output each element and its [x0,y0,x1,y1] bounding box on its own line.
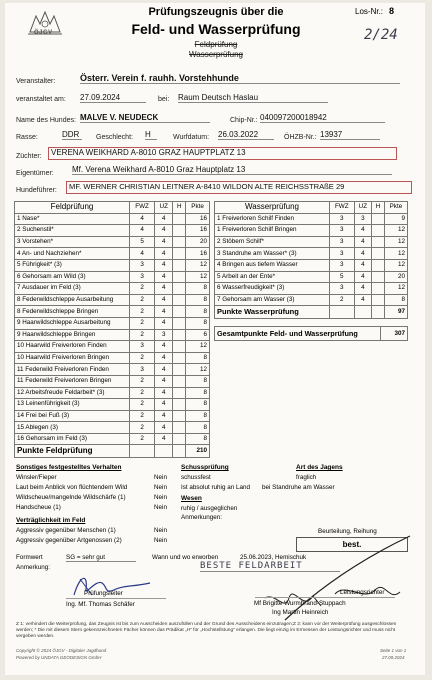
feld-row [15,433,210,445]
wasser-cell-fwz: 5 [330,271,355,283]
feld-cell-pkte: 8 [186,375,210,387]
wasser-col-uz: UZ [354,202,372,214]
bei-label: bei: [158,96,170,103]
feld-cell-uz: 4 [155,433,173,445]
wasser-cell-uz: 4 [354,259,372,271]
feld-cell-uz: 4 [155,399,173,411]
wasser-cell-fwz: 3 [330,225,355,237]
jagen-value: fraglich [296,474,317,481]
feld-cell-name: 2 Suchenstil* [15,225,130,237]
feld-cell-name: 6 Gehorsam am Wild (3) [15,271,130,283]
feld-cell-fwz: 2 [130,410,155,422]
feld-cell-h [173,236,186,248]
wasser-row [215,294,408,306]
feld-cell-name: 13 Leinenführigkeit (3) [15,399,130,411]
vert_rows-value: Nein [154,537,167,544]
feld-cell-uz: 4 [155,271,173,283]
feld-cell-name: 11 Federwild Freiverloren Finden [15,364,130,376]
wasser-col-h: H [372,202,385,214]
leistungsrichter-name-2: Ing Martin Heinreich [272,609,329,616]
feld-cell-fwz: 2 [130,433,155,445]
wasser-cell-h [372,248,385,260]
wasser-cell-uz: 4 [354,248,372,260]
wasser-cell-uz: 4 [354,283,372,295]
los-nr [355,6,394,16]
feld-cell-name: 14 Frei bei Fuß (3) [15,410,130,422]
feld-cell-h [173,387,186,399]
wasser-cell-pkte: 20 [384,271,407,283]
handwritten-number: 2/24 [364,27,398,43]
name-label: Name des Hundes: [16,117,76,124]
feld-cell-fwz: 4 [130,225,155,237]
wasser-cell-name: 3 Standruhe am Wasser* (3) [215,248,330,260]
wasser-cell-h [372,294,385,306]
wasser-header: Wasserprüfung [215,202,330,214]
feld-header: Feldprüfung [15,202,130,214]
feld-row [15,352,210,364]
anmerkung-value: BESTE FELDARBEIT [200,561,340,572]
feld-cell-h [173,225,186,237]
footer-copyright: Copyright © 2024 ÖJGV - Digitaler Jagdhund [16,648,107,653]
feld-row [15,283,210,295]
feld-cell-fwz: 3 [130,271,155,283]
feld-cell-fwz: 2 [130,294,155,306]
feld-cell-pkte: 8 [186,306,210,318]
wasser-cell-name: 6 Wasserfreudigkeit* (3) [215,283,330,295]
jagen-text: bei Standruhe am Wasser [262,484,335,491]
wasser-total-value: 97 [384,306,407,319]
feld-cell-name: 5 Führigkeit* (3) [15,259,130,271]
zuechter-label: Züchter: [16,153,42,160]
feld-cell-name: 3 Vorstehen* [15,236,130,248]
schuss-text: Ist absolut ruhig an Land [181,484,250,491]
feldpruefung-table [14,201,210,458]
los-value: 8 [389,6,395,16]
chip-label: Chip-Nr.: [230,117,258,124]
formwert-label: Formwert [16,554,43,561]
feld-row [15,236,210,248]
wasser-row [215,225,408,237]
beurteilung-label: Beurteilung, Reihung [318,528,377,535]
formwert-value: SG = sehr gut [66,554,136,562]
feld-row [15,422,210,434]
wasser-cell-h [372,259,385,271]
wasser-cell-fwz: 3 [330,213,355,225]
feld-cell-uz: 4 [155,225,173,237]
rows-label: Handscheue (1) [16,504,61,511]
wasser-cell-pkte: 12 [384,225,407,237]
gesamt-value: 307 [381,327,408,341]
feld-cell-fwz: 5 [130,236,155,248]
feld-cell-pkte: 8 [186,387,210,399]
feld-cell-pkte: 8 [186,399,210,411]
feld-cell-h [173,329,186,341]
rasse-value: DDR [62,130,82,140]
rows-label: Wildscheue/mangelnde Wildschärfe (1) [16,494,126,501]
feld-cell-fwz: 2 [130,306,155,318]
pruefungsleiter-signature-icon [66,565,156,605]
feld-col-uz: UZ [155,202,173,214]
pruefungsleiter-role: Prüfungsleiter [84,590,123,597]
vertraeglichkeit-head: Verträglichkeit im Feld [16,517,86,524]
feld-row [15,317,210,329]
wasser-cell-uz: 4 [354,294,372,306]
wasser-cell-pkte: 12 [384,236,407,248]
wasser-cell-fwz: 2 [330,294,355,306]
feld-row [15,341,210,353]
vert_rows-label: Aggressiv gegenüber Artgenossen (2) [16,537,122,544]
feld-row [15,213,210,225]
verhalten-head: Sonstiges festgestelltes Verhalten [16,464,122,471]
feld-cell-uz: 4 [155,236,173,248]
eigentuemer-label: Eigentümer: [16,170,54,177]
feld-cell-name: 9 Haarwildschleppe Ausarbeitung [15,317,130,329]
struck-wasserpruefung: Wasserprüfung [189,50,243,59]
pruefungsleiter-name: Ing. Mf. Thomas Schäfer [66,601,135,608]
fuehrer-label: Hundeführer: [16,187,57,194]
logo-text: ÖJGV [34,30,53,36]
wasser-total-label: Punkte Wasserprüfung [215,306,330,319]
struck-feldpruefung: Feldprüfung [194,40,238,49]
feld-cell-uz: 4 [155,317,173,329]
wasser-row [215,259,408,271]
feld-cell-name: 12 Arbeitsfreude Feldarbeit* (3) [15,387,130,399]
fuehrer-value: MF. WERNER CHRISTIAN LEITNER A-8410 WILDON ALTE REICHSSTRAßE 29 [66,181,412,194]
wasser-cell-fwz: 3 [330,248,355,260]
feld-cell-fwz: 2 [130,352,155,364]
jagen-head: Art des Jagens [296,464,343,471]
feld-row [15,387,210,399]
feld-cell-fwz: 2 [130,329,155,341]
feld-cell-name: 10 Haarwild Freiverloren Bringen [15,352,130,364]
wasser-cell-h [372,225,385,237]
gesamt-label: Gesamtpunkte Feld- und Wasserprüfung [215,327,381,341]
wasser-cell-h [372,236,385,248]
feld-row [15,259,210,271]
wasser-cell-pkte: 8 [384,294,407,306]
feld-cell-fwz: 2 [130,399,155,411]
feld-cell-pkte: 8 [186,422,210,434]
wasser-cell-uz: 4 [354,236,372,248]
feld-cell-h [173,271,186,283]
title-line-1: Prüfungszeugnis über die [148,6,284,18]
gesamtpunkte-table [214,326,408,341]
feld-cell-uz: 4 [155,375,173,387]
wasser-cell-name: 2 Stöbern Schilf* [215,236,330,248]
wasser-cell-name: 7 Gehorsam am Wasser (3) [215,294,330,306]
veranstalter-label: Veranstalter: [16,78,56,85]
feld-cell-fwz: 2 [130,317,155,329]
feld-row [15,399,210,411]
vert_rows-value: Nein [154,527,167,534]
wasser-cell-uz: 4 [354,225,372,237]
feld-col-pkte: Pkte [186,202,210,214]
dog-name-value: MALVE V. NEUDECK [80,113,210,123]
feld-cell-fwz: 2 [130,283,155,295]
feld-cell-pkte: 12 [186,341,210,353]
feld-cell-h [173,433,186,445]
wasser-cell-name: 4 Bringen aus tiefem Wasser [215,259,330,271]
rows-value: Nein [154,474,167,481]
oehzb-label: ÖHZB-Nr.: [284,134,317,141]
datum-label: veranstaltet am: [16,96,66,103]
feld-cell-fwz: 3 [130,364,155,376]
anmerkung-label: Anmerkung: [16,564,50,571]
wesen-head: Wesen [181,495,202,502]
feld-cell-fwz: 2 [130,387,155,399]
wasser-row [215,283,408,295]
wasser-cell-h [372,213,385,225]
wasser-col-pkte: Pkte [384,202,407,214]
wasser-cell-fwz: 3 [330,283,355,295]
rows-value: Nein [154,504,167,511]
feld-cell-h [173,294,186,306]
feld-cell-name: 8 Federwildschleppe Bringen [15,306,130,318]
wasser-row [215,236,408,248]
footer-page: Seite 1 von 1 [380,648,407,653]
feld-cell-h [173,399,186,411]
pruefungsleiter-line [66,598,166,599]
wasser-cell-name: 5 Arbeit an der Ente* [215,271,330,283]
feld-cell-pkte: 12 [186,364,210,376]
feld-col-fwz: FWZ [130,202,155,214]
feld-cell-name: 15 Ablegen (3) [15,422,130,434]
leistungsrichter-role: Leistungsrichter [340,589,385,596]
footnote: Z 1: verhindert die Weiterprüfung, das Zeugnis ist bis zum Ausscheiden auszufüllen und der Grund des Ausscheidens einzutragen;Z 2: kann vor der Weiterprüfung ausgeschlossen werden; * Die mit diesem Stern gekennzeichneten Fächer können das Prädikat „H" für „Hochstellstung" erlangen. Die liegt einzig im Ermessen der Leistungsrichter und muss nicht vergeben werden. [16,622,397,639]
feld-cell-pkte: 16 [186,213,210,225]
feld-cell-pkte: 8 [186,433,210,445]
feld-cell-h [173,364,186,376]
wurfdatum-value: 26.03.2022 [218,130,274,140]
wasser-cell-name: 1 Freiverloren Schilf Bringen [215,225,330,237]
geschlecht-label: Geschlecht: [96,134,133,141]
feld-cell-uz: 4 [155,364,173,376]
feld-cell-uz: 4 [155,422,173,434]
feld-row [15,271,210,283]
feld-cell-name: 9 Haarwildschleppe Bringen [15,329,130,341]
feld-cell-h [173,283,186,295]
anmerkungen-label: Anmerkungen: [181,514,222,521]
feld-cell-pkte: 8 [186,283,210,295]
feld-cell-pkte: 12 [186,259,210,271]
feld-row [15,306,210,318]
wesen-value: ruhig / ausgeglichen [181,505,238,512]
wasser-cell-h [372,271,385,283]
feld-cell-pkte: 6 [186,329,210,341]
chip-value: 040097200018942 [260,113,385,123]
feld-cell-uz: 4 [155,341,173,353]
feld-cell-pkte: 8 [186,294,210,306]
wasser-cell-uz: 3 [354,213,372,225]
feld-row [15,248,210,260]
feld-cell-name: 11 Federwild Freiverloren Bringen [15,375,130,387]
wasser-cell-fwz: 3 [330,259,355,271]
feld-cell-uz: 4 [155,248,173,260]
footer-powered: Powered by UNDATA GEODESIGN GmbH [16,655,102,660]
title-line-2: Feld- und Wasserprüfung [131,21,301,37]
zuechter-value: VERENA WEIKHARD A-8010 GRAZ HAUPTPLATZ 13 [48,147,397,160]
geschlecht-value: H [145,130,157,140]
wasser-cell-h [372,283,385,295]
feld-cell-uz: 4 [155,259,173,271]
feld-row [15,225,210,237]
feld-cell-h [173,306,186,318]
wasser-col-fwz: FWZ [330,202,355,214]
feld-cell-h [173,352,186,364]
datum-value: 27.09.2024 [80,93,146,103]
feld-cell-h [173,341,186,353]
feld-cell-pkte: 8 [186,410,210,422]
feld-cell-h [173,375,186,387]
wasser-cell-name: 1 Freiverloren Schilf Finden [215,213,330,225]
feld-cell-fwz: 2 [130,422,155,434]
vert_rows-label: Aggressiv gegenüber Menschen (1) [16,527,116,534]
feld-row [15,294,210,306]
feld-cell-fwz: 3 [130,341,155,353]
feld-cell-h [173,317,186,329]
feld-cell-name: 8 Federwildschleppe Ausarbeitung [15,294,130,306]
feld-row [15,364,210,376]
rasse-label: Rasse: [16,134,38,141]
feld-cell-uz: 4 [155,306,173,318]
feld-cell-uz: 4 [155,352,173,364]
feld-cell-name: 10 Haarwild Freiverloren Finden [15,341,130,353]
leistungsrichter-name-1: Mf Brigitte Wurmbrand-Stuppach [254,600,346,607]
feld-cell-name: 1 Nase* [15,213,130,225]
leistungsrichter-line [255,597,395,598]
feld-cell-h [173,422,186,434]
feld-cell-h [173,248,186,260]
feld-cell-fwz: 2 [130,375,155,387]
feld-row [15,329,210,341]
feld-row [15,410,210,422]
rows-label: Winsler/Fieper [16,474,57,481]
feld-total-value: 210 [186,445,210,458]
los-label: Los-Nr.: [355,7,384,16]
feld-cell-pkte: 20 [186,236,210,248]
feld-cell-uz: 4 [155,387,173,399]
beurteilung-value: best. [296,537,408,552]
eigentuemer-value: Mf. Verena Weikhard A-8010 Graz Hauptplatz 13 [72,165,392,175]
feld-cell-fwz: 4 [130,213,155,225]
wasser-cell-pkte: 12 [384,248,407,260]
wasser-cell-fwz: 3 [330,236,355,248]
wasserpruefung-table [214,201,408,319]
feld-cell-h [173,213,186,225]
feld-cell-pkte: 8 [186,352,210,364]
feld-cell-h [173,410,186,422]
wasser-cell-pkte: 9 [384,213,407,225]
feld-cell-name: 7 Ausdauer im Feld (3) [15,283,130,295]
wasser-cell-pkte: 12 [384,283,407,295]
wasser-row [215,248,408,260]
footer-date: 27.09.2024 [382,655,405,660]
schuss-head: Schussprüfung [181,464,229,471]
feld-cell-pkte: 16 [186,225,210,237]
rows-value: Nein [154,484,167,491]
wasser-cell-pkte: 12 [384,259,407,271]
feld-cell-pkte: 12 [186,271,210,283]
feld-cell-fwz: 3 [130,259,155,271]
schuss-value: schussfest [181,474,211,481]
feld-cell-name: 4 An- und Nachziehen* [15,248,130,260]
rows-value: Nein [154,494,167,501]
bei-value: Raum Deutsch Haslau [178,93,328,103]
erworben-value: 25.06.2023, Hemischuk [240,554,307,561]
feld-cell-name: 16 Gehorsam im Feld (3) [15,433,130,445]
wasser-row [215,271,408,283]
feld-row [15,375,210,387]
feld-cell-fwz: 4 [130,248,155,260]
wasser-row [215,213,408,225]
feld-cell-uz: 4 [155,213,173,225]
feld-total-label: Punkte Feldprüfung [15,445,130,458]
feld-cell-uz: 4 [155,294,173,306]
feld-cell-uz: 3 [155,329,173,341]
feld-col-h: H [173,202,186,214]
feld-cell-pkte: 16 [186,248,210,260]
wurfdatum-label: Wurfdatum: [173,134,210,141]
feld-cell-h [173,259,186,271]
feld-cell-uz: 4 [155,283,173,295]
feld-cell-pkte: 8 [186,317,210,329]
veranstalter-value: Österr. Verein f. rauhh. Vorstehhunde [80,73,400,84]
oehzb-value: 13937 [320,130,380,140]
rows-label: Laut beim Anblick von flüchtendem Wild [16,484,128,491]
feld-cell-uz: 4 [155,410,173,422]
erworben-label: Wann und wo erworben [152,554,219,561]
wasser-cell-uz: 4 [354,271,372,283]
